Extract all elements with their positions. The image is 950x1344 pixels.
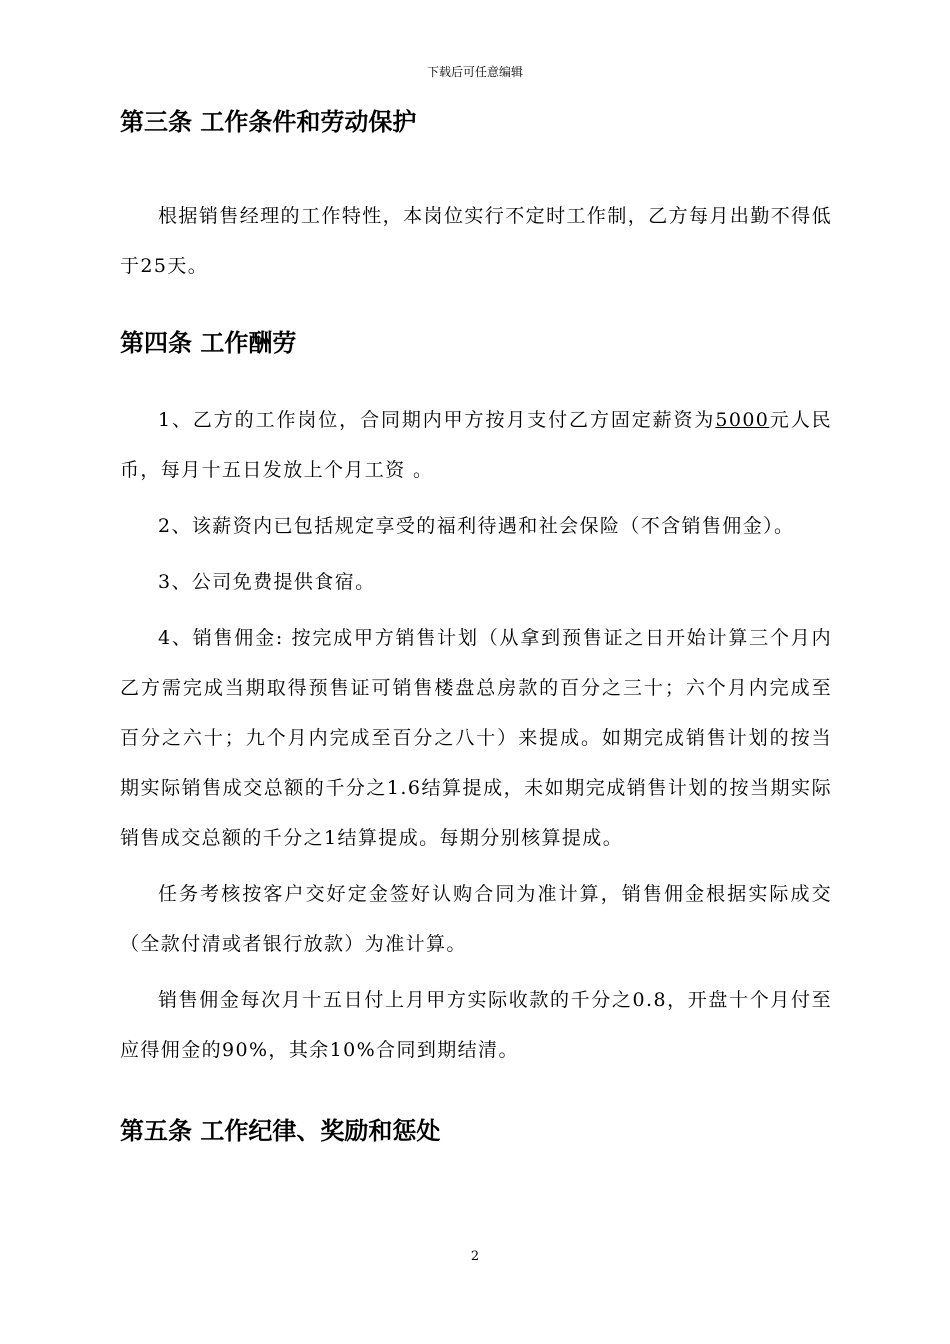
section-4-payment-paragraph: 销售佣金每次月十五日付上月甲方实际收款的千分之0.8，开盘十个月付至应得佣金的90%，其余10%合同到期结清。 <box>120 989 832 1061</box>
section-4-assessment-paragraph: 任务考核按客户交好定金签好认购合同为准计算，销售佣金根据实际成交（全款付清或者银行放款）为准计算。 <box>120 883 832 955</box>
section-3-title: 第三条 工作条件和劳动保护 <box>120 108 417 136</box>
page-header: 下载后可任意编辑 <box>426 65 523 79</box>
section-4-item-4: 4、销售佣金: 按完成甲方销售计划（从拿到预售证之日开始计算三个月内乙方需完成当期取得预售证可销售楼盘总房款的百分之三十；六个月内完成至百分之六十；九个月内完成至百分之八十）来提成。如期完成销售计划的按当期实际销售成交总额的千分之1.6结算提成，未如期完成销售计划的按当期实际销售成交总额的千分之1结算提成。每期分别核算提成。 <box>120 627 832 849</box>
section-3-paragraph: 根据销售经理的工作特性，本岗位实行不定时工作制，乙方每月出勤不得低于25天。 <box>120 205 832 277</box>
section-5-title: 第五条 工作纪律、奖励和惩处 <box>120 1117 441 1145</box>
salary-amount: 5000 <box>715 409 770 431</box>
item-1-text-after: 元人民币，每月十五日发放上个月工资 。 <box>120 409 833 481</box>
page-number: 2 <box>470 1249 480 1264</box>
section-4-item-1 <box>120 395 832 495</box>
document-body <box>120 101 832 1152</box>
section-4-item-3: 3、公司免费提供食宿。 <box>158 571 376 593</box>
item-1-text-before: 1、乙方的工作岗位，合同期内甲方按月支付乙方固定薪资为 <box>158 409 716 431</box>
section-4-item-2: 2、该薪资内已包括规定享受的福利待遇和社会保险（不含销售佣金）。 <box>158 515 795 537</box>
section-4-title: 第四条 工作酬劳 <box>120 329 297 357</box>
